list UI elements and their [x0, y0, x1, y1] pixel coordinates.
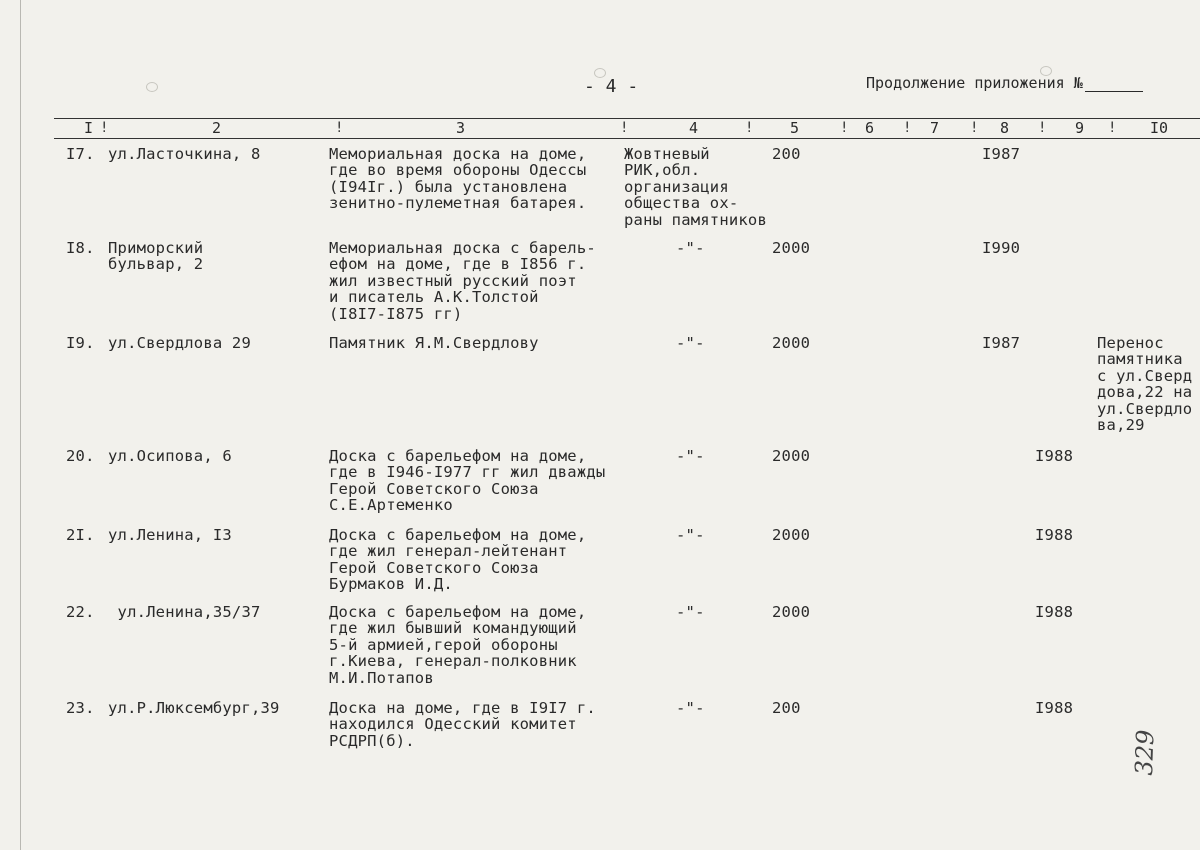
row-organization: -"-	[676, 603, 705, 621]
blank-line	[1085, 75, 1143, 92]
continuation-text: Продолжение приложения №	[866, 74, 1083, 92]
column-header-1: I	[84, 119, 94, 137]
punch-mark	[146, 82, 158, 92]
column-separator: !	[620, 120, 629, 136]
row-col5: 200	[772, 145, 801, 163]
row-note: Перенос памятника с ул.Сверд дова,22 на ул.Свердло ва,29	[1097, 334, 1193, 435]
row-col9: I988	[1035, 603, 1074, 621]
row-number: I7.	[66, 145, 95, 163]
column-header-2: 2	[212, 119, 222, 137]
row-address: ул.Ленина, I3	[108, 526, 232, 544]
row-number: I8.	[66, 239, 95, 257]
row-number: I9.	[66, 334, 95, 352]
row-organization: -"-	[676, 447, 705, 465]
row-address: ул.Ленина,35/37	[108, 603, 261, 621]
column-separator: !	[1108, 120, 1117, 136]
continuation-label	[866, 74, 1143, 92]
row-col5: 2000	[772, 239, 811, 257]
row-organization: -"-	[676, 334, 705, 352]
row-number: 23.	[66, 699, 95, 717]
row-organization: Жовтневый РИК,обл. организация общества ох- раны памятников	[624, 145, 767, 229]
row-number: 22.	[66, 603, 95, 621]
row-col8: I987	[982, 334, 1021, 352]
column-header-9: 9	[1075, 119, 1085, 137]
row-col5: 200	[772, 699, 801, 717]
row-number: 20.	[66, 447, 95, 465]
column-separator: !	[840, 120, 849, 136]
column-header-8: 8	[1000, 119, 1010, 137]
row-description: Доска с барельефом на доме, где жил генерал-лейтенант Герой Советского Союза Бурмаков И.Д.	[329, 526, 587, 594]
row-organization: -"-	[676, 526, 705, 544]
row-col8: I987	[982, 145, 1021, 163]
row-address: ул.Свердлова 29	[108, 334, 251, 352]
column-header-10: I0	[1150, 119, 1169, 137]
row-col5: 2000	[772, 603, 811, 621]
column-header-4: 4	[689, 119, 699, 137]
column-separator: !	[335, 120, 344, 136]
row-col9: I988	[1035, 699, 1074, 717]
row-address: ул.Осипова, 6	[108, 447, 232, 465]
page-number: - 4 -	[584, 76, 639, 97]
row-number: 2I.	[66, 526, 95, 544]
row-address: ул.Р.Люксембург,39	[108, 699, 280, 717]
column-separator: !	[1038, 120, 1047, 136]
row-description: Доска с барельефом на доме, где в I946-I977 гг жил дважды Герой Советского Союза С.Е.Артеменко	[329, 447, 606, 515]
row-col9: I988	[1035, 526, 1074, 544]
column-header-5: 5	[790, 119, 800, 137]
column-header-3: 3	[456, 119, 466, 137]
column-header-7: 7	[930, 119, 940, 137]
margin-page-number: 329	[1130, 729, 1160, 776]
row-organization: -"-	[676, 699, 705, 717]
row-description: Памятник Я.М.Свердлову	[329, 334, 539, 352]
row-description: Доска с барельефом на доме, где жил бывший командующий 5-й армией,герой обороны г.Киева, генерал-полковник М.И.Потапов	[329, 603, 587, 687]
row-col5: 2000	[772, 526, 811, 544]
column-separator: !	[903, 120, 912, 136]
row-col9: I988	[1035, 447, 1074, 465]
row-col8: I990	[982, 239, 1021, 257]
column-separator: !	[745, 120, 754, 136]
row-description: Мемориальная доска с барель- ефом на доме, где в I856 г. жил известный русский поэт и писатель А.К.Толстой (I8I7-I875 гг)	[329, 239, 596, 323]
row-description: Мемориальная доска на доме, где во время обороны Одессы (I94Iг.) была установлена зенитно-пулеметная батарея.	[329, 145, 587, 213]
column-separator: !	[100, 120, 109, 136]
header-rule-bottom	[54, 138, 1200, 139]
page-edge	[20, 0, 21, 850]
row-address: ул.Ласточкина, 8	[108, 145, 261, 163]
row-address: Приморский бульвар, 2	[108, 239, 204, 274]
row-organization: -"-	[676, 239, 705, 257]
column-separator: !	[970, 120, 979, 136]
row-description: Доска на доме, где в I9I7 г. находился Одесский комитет РСДРП(б).	[329, 699, 596, 750]
row-col5: 2000	[772, 447, 811, 465]
row-col5: 2000	[772, 334, 811, 352]
column-header-6: 6	[865, 119, 875, 137]
